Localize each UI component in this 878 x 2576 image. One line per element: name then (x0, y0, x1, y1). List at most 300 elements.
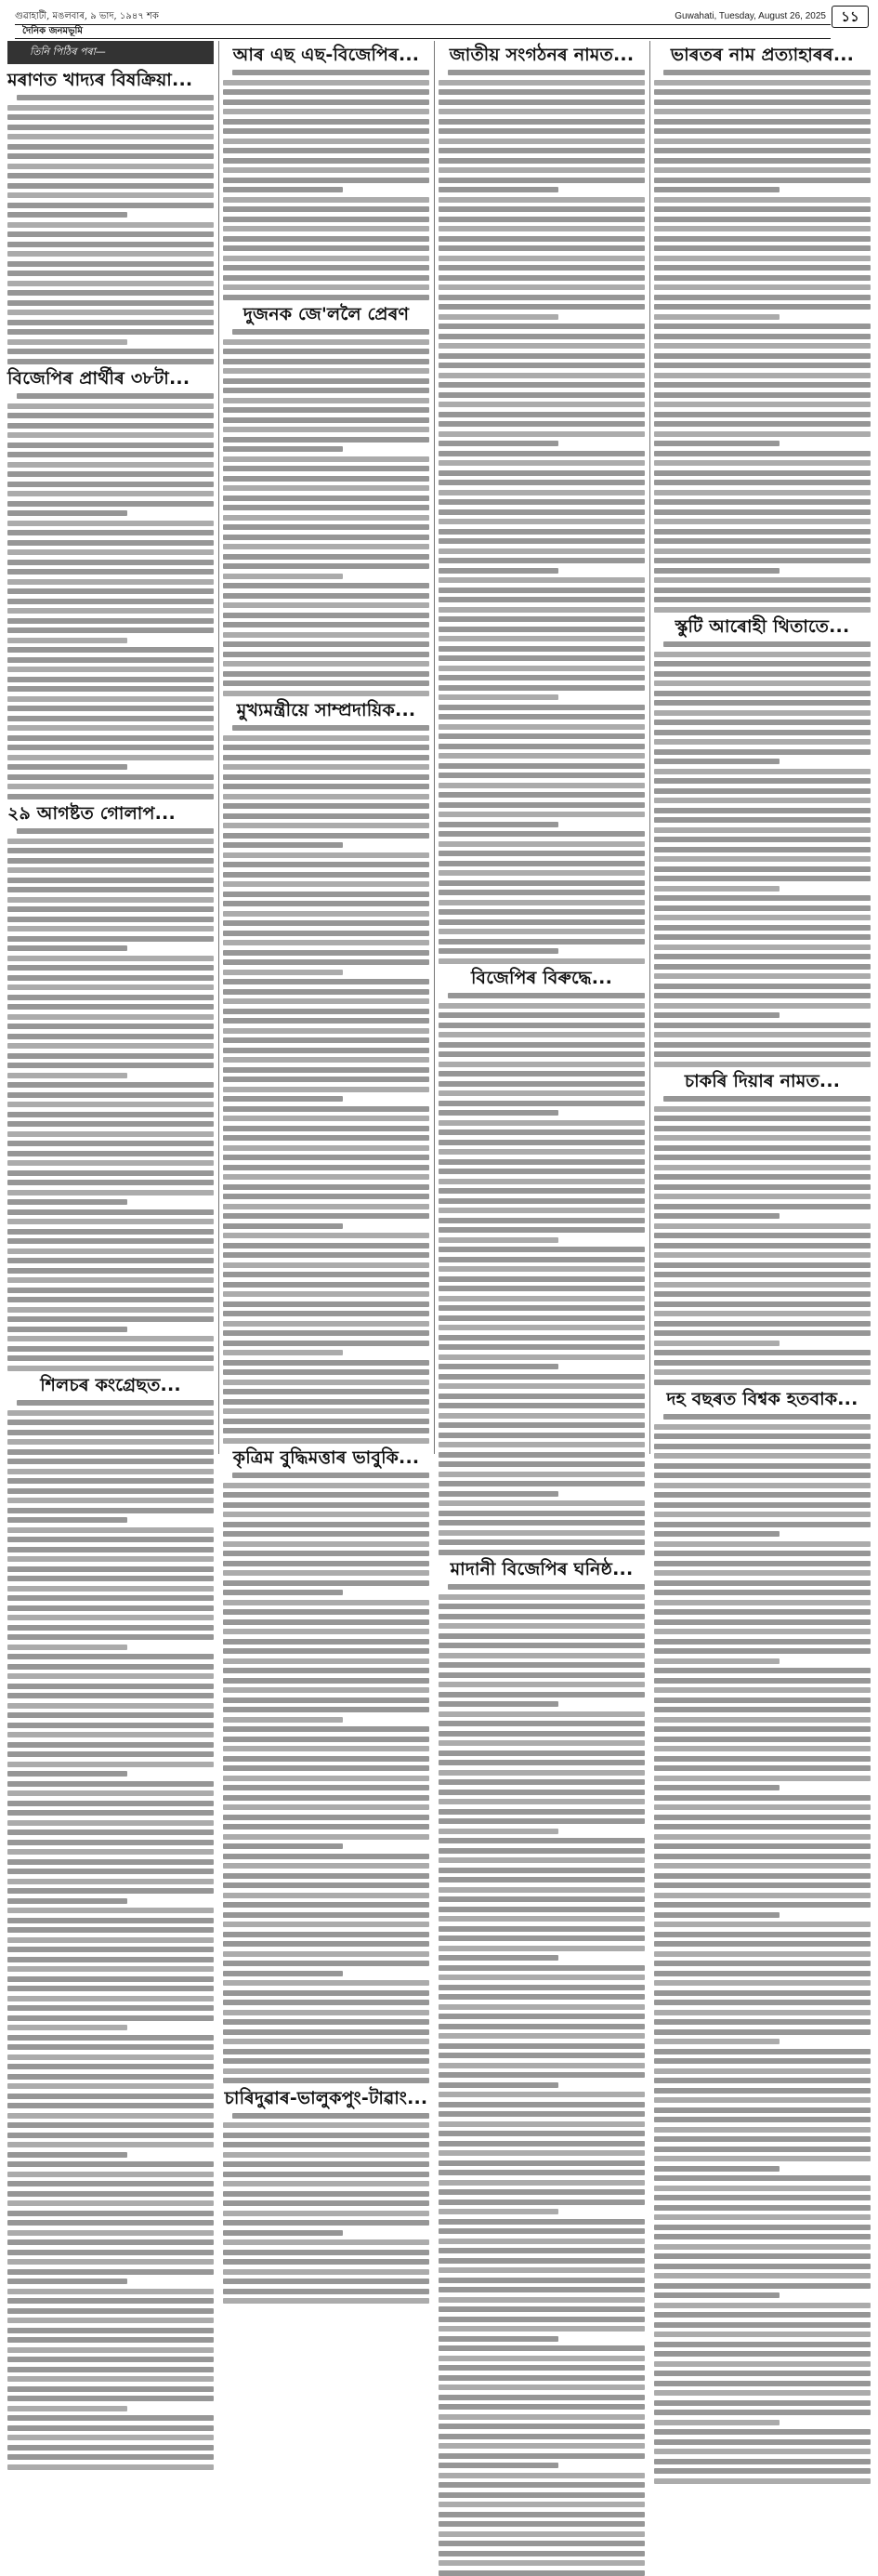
text-line (223, 2142, 429, 2147)
text-line (7, 2239, 214, 2245)
headline-job-fraud: চাকৰি দিয়াৰ নামত... (684, 1071, 841, 1091)
text-line (7, 1966, 214, 1972)
text-line (439, 812, 645, 817)
text-line (654, 954, 871, 959)
text-line (654, 2342, 871, 2347)
text-line (654, 817, 871, 823)
text-line (223, 1639, 429, 1645)
text-line (439, 1364, 558, 1369)
text-line (654, 167, 871, 173)
text-line (7, 281, 214, 286)
text-line (439, 2414, 645, 2420)
text-line (7, 1654, 214, 1659)
text-line (439, 1383, 645, 1389)
text-line (654, 2234, 871, 2239)
text-line (654, 1893, 871, 1898)
text-line (439, 802, 645, 808)
text-line (7, 608, 214, 614)
text-line (223, 1873, 429, 1879)
headline-silchar-congress: শিলচৰ কংগ্ৰেছত... (40, 1375, 181, 1395)
text-line (223, 1541, 429, 1547)
text-line (439, 1422, 645, 1428)
text-line (7, 975, 214, 981)
text-line (7, 588, 214, 594)
text-line (7, 965, 214, 971)
text-line (7, 2396, 214, 2401)
text-line (439, 2356, 645, 2361)
text-line (439, 1110, 558, 1116)
text-line (654, 2459, 871, 2464)
column-4 (654, 41, 871, 1454)
text-line (654, 2478, 871, 2484)
text-line (7, 716, 214, 721)
text-line (7, 1732, 214, 1737)
text-line (654, 2097, 871, 2103)
text-line (223, 1194, 429, 1199)
text-line (223, 1590, 343, 1595)
text-line (654, 1756, 871, 1762)
text-line (223, 1502, 429, 1508)
text-line (223, 1971, 343, 1976)
text-line (7, 2357, 214, 2362)
text-line (654, 1961, 871, 1966)
text-line (654, 139, 871, 144)
text-line (448, 993, 645, 998)
text-line (7, 1190, 214, 1196)
text-line (223, 1389, 429, 1394)
text-line (654, 1619, 871, 1625)
text-line (439, 1594, 645, 1600)
text-line (223, 764, 429, 770)
text-line (439, 2531, 645, 2537)
text-line (223, 1882, 429, 1888)
text-line (7, 2425, 214, 2431)
text-line (223, 1961, 429, 1966)
text-line (439, 1829, 558, 1834)
text-line (17, 1400, 214, 1406)
text-line (654, 412, 871, 417)
text-line (439, 1818, 645, 1824)
text-line (654, 1262, 871, 1268)
text-line (654, 769, 871, 774)
text-line (654, 1204, 871, 1209)
text-line (223, 911, 429, 917)
text-line (654, 1483, 871, 1488)
text-line (654, 1126, 871, 1131)
text-line (439, 265, 645, 271)
text-line (7, 1355, 214, 1361)
text-line (7, 1112, 214, 1117)
text-line (439, 861, 645, 866)
text-line (654, 1023, 871, 1028)
text-line (439, 1760, 645, 1765)
text-line (223, 476, 429, 482)
text-line (439, 353, 645, 359)
text-line (223, 1902, 429, 1908)
text-line (439, 2463, 558, 2468)
text-line (439, 1530, 645, 1536)
text-line (654, 2019, 871, 2025)
text-line (439, 109, 645, 114)
text-line (654, 1951, 871, 1957)
text-line (7, 413, 214, 418)
text-line (223, 2161, 429, 2167)
text-line (223, 950, 429, 956)
text-line (439, 139, 645, 144)
text-line (7, 839, 214, 844)
text-line (7, 482, 214, 487)
text-line (7, 432, 214, 438)
text-line (654, 1360, 871, 1366)
text-line (439, 2434, 645, 2439)
text-line (232, 70, 429, 75)
text-line (439, 1809, 645, 1815)
text-line (439, 1692, 645, 1698)
text-line (223, 892, 429, 897)
text-line (7, 2435, 214, 2440)
text-line (439, 1750, 645, 1756)
page-number: ১১ (832, 6, 869, 28)
text-line (439, 373, 645, 378)
text-line (223, 1330, 429, 1336)
text-line (7, 1918, 214, 1923)
text-line (223, 2049, 429, 2054)
text-line (439, 1237, 558, 1243)
text-line (439, 509, 645, 515)
text-line (439, 2102, 645, 2107)
text-line (223, 535, 429, 540)
text-line (439, 1682, 645, 1687)
text-line (654, 1971, 871, 1976)
text-line (7, 2044, 214, 2050)
text-line (654, 480, 871, 485)
text-line (654, 866, 871, 872)
text-line (654, 1051, 871, 1057)
text-line (439, 1081, 645, 1087)
text-line (223, 862, 429, 867)
text-line (223, 505, 429, 510)
text-line (223, 2220, 429, 2226)
text-line (654, 1776, 871, 1781)
text-line (7, 144, 214, 150)
text-line (439, 1643, 645, 1648)
text-line (439, 80, 645, 86)
text-line (7, 2289, 214, 2294)
text-line (7, 423, 214, 429)
text-line (439, 245, 645, 251)
text-line (223, 158, 429, 164)
text-line (223, 427, 429, 432)
text-line (654, 1282, 871, 1288)
text-line (654, 1463, 871, 1469)
text-line (654, 2468, 871, 2474)
text-line (439, 519, 645, 524)
text-line (7, 867, 214, 873)
text-line (7, 403, 214, 409)
text-line (654, 1213, 780, 1219)
text-line (654, 80, 871, 86)
text-line (7, 1449, 214, 1455)
text-line (439, 822, 558, 827)
text-line (439, 1032, 645, 1037)
text-line (223, 275, 429, 281)
text-line (654, 1717, 871, 1723)
text-line (439, 167, 645, 173)
text-line (439, 1266, 645, 1272)
text-line (654, 343, 871, 349)
text-line (439, 763, 645, 769)
text-line (654, 2390, 871, 2396)
text-line (7, 1693, 214, 1698)
text-line (654, 2175, 871, 2181)
text-line (654, 1184, 871, 1190)
article-body (223, 329, 429, 696)
text-line (654, 1854, 871, 1859)
text-line (654, 876, 871, 881)
text-line (654, 1194, 871, 1199)
text-line (654, 1453, 871, 1459)
text-line (439, 880, 645, 886)
continued-banner: তিনি পিঠিৰ পৰা— (7, 41, 214, 64)
text-line (654, 915, 871, 920)
text-line (223, 1428, 429, 1433)
text-line (439, 324, 645, 329)
text-line (223, 1863, 429, 1869)
article-body (654, 641, 871, 1067)
text-line (439, 694, 558, 700)
text-line (448, 1584, 645, 1590)
text-line (223, 515, 429, 521)
text-line (439, 178, 645, 183)
text-line (654, 2312, 871, 2318)
text-line (654, 1922, 871, 1927)
text-line (223, 593, 429, 599)
text-line (7, 1327, 127, 1332)
text-line (654, 1531, 780, 1537)
text-line (223, 1369, 429, 1375)
text-line (7, 2211, 214, 2216)
text-line (7, 1498, 214, 1503)
text-line (439, 2200, 645, 2205)
text-line (223, 1726, 429, 1732)
text-line (654, 1165, 871, 1170)
text-line (7, 1986, 214, 1991)
text-line (439, 2521, 645, 2527)
text-line (7, 2220, 214, 2226)
text-line (223, 2289, 429, 2294)
text-line (223, 583, 429, 588)
text-line (7, 105, 214, 111)
text-line (232, 1473, 429, 1478)
text-line (223, 691, 429, 696)
text-line (7, 203, 214, 208)
text-line (654, 265, 871, 271)
text-line (654, 324, 871, 329)
headline-two-jailed: দুজনক জে'ললৈ প্ৰেৰণ (242, 304, 410, 324)
text-line (223, 1795, 429, 1801)
text-line (654, 905, 871, 911)
text-line (7, 1634, 214, 1640)
text-line (223, 524, 429, 530)
text-line (223, 755, 429, 760)
text-line (654, 1990, 871, 1996)
text-line (654, 353, 871, 359)
text-line (7, 1976, 214, 1982)
text-line (439, 1461, 645, 1467)
text-line (439, 470, 645, 476)
text-line (7, 2347, 214, 2353)
text-line (223, 784, 429, 789)
text-line (439, 1623, 645, 1629)
text-line (439, 128, 645, 134)
text-line (223, 1321, 429, 1327)
text-line (439, 2395, 645, 2400)
header-date-english: Guwahati, Tuesday, August 26, 2025 (675, 11, 826, 21)
text-line (654, 1341, 780, 1346)
text-line (654, 392, 871, 398)
text-line (7, 878, 214, 883)
text-line (439, 1325, 645, 1330)
text-line (223, 901, 429, 906)
text-line (223, 1619, 429, 1625)
text-line (439, 1896, 645, 1902)
text-line (654, 1106, 871, 1112)
text-line (439, 2219, 645, 2225)
text-line (7, 1859, 214, 1865)
text-line (7, 2133, 214, 2138)
text-line (7, 1664, 214, 1670)
text-line (7, 1723, 214, 1728)
text-line (223, 1951, 429, 1957)
text-line (654, 1116, 871, 1121)
text-line (223, 2230, 343, 2236)
text-line (654, 373, 871, 378)
text-line (7, 686, 214, 692)
text-line (7, 251, 214, 257)
text-line (654, 119, 871, 125)
text-line (654, 798, 871, 803)
text-line (223, 1580, 429, 1586)
text-line (654, 1590, 871, 1595)
text-line (223, 1717, 343, 1723)
text-line (223, 1350, 343, 1355)
text-line (439, 1838, 645, 1843)
text-line (654, 2439, 871, 2445)
text-line (439, 217, 645, 222)
text-line (223, 495, 429, 501)
text-line (7, 173, 214, 178)
text-line (654, 1062, 871, 1067)
text-line (223, 920, 429, 926)
text-line (7, 1595, 214, 1601)
text-line (7, 2113, 214, 2119)
text-line (439, 431, 645, 437)
text-line (7, 320, 214, 325)
text-line (439, 2004, 645, 2010)
text-line (7, 1703, 214, 1709)
headline-bharat-name-withdrawal: ভাৰতৰ নাম প্ৰত্যাহাৰৰ... (670, 45, 855, 65)
text-line (654, 1941, 871, 1947)
headline-rss-bjp: আৰ এছ এছ-বিজেপিৰ... (232, 45, 420, 65)
text-line (654, 2156, 871, 2161)
text-line (654, 256, 871, 261)
text-line (439, 1286, 645, 1291)
text-line (654, 245, 871, 251)
text-line (223, 148, 429, 153)
text-line (654, 284, 871, 290)
text-line (7, 1801, 214, 1806)
text-line (439, 119, 645, 125)
text-line (439, 1935, 645, 1941)
text-line (7, 1336, 214, 1341)
text-line (7, 1508, 214, 1513)
text-line (223, 1380, 429, 1385)
text-line (223, 940, 429, 945)
text-line (654, 577, 871, 583)
text-line (7, 1849, 214, 1855)
text-line (654, 334, 871, 339)
text-line (439, 402, 645, 407)
text-line (223, 1438, 429, 1444)
text-line (439, 2121, 645, 2127)
text-line (7, 1937, 214, 1943)
text-line (439, 226, 645, 231)
text-line (439, 636, 645, 641)
text-line (439, 1140, 645, 1145)
text-line (654, 1873, 871, 1879)
text-line (654, 217, 871, 222)
text-line (223, 1776, 429, 1781)
text-line (654, 2371, 871, 2376)
text-line (223, 671, 429, 677)
text-line (7, 1830, 214, 1835)
text-line (439, 714, 645, 720)
text-line (7, 906, 214, 912)
header-date-assamese: গুৱাহাটী, মঙলবাৰ, ৯ ভাদ, ১৯৪৭ শক (15, 11, 159, 21)
text-line (439, 2297, 645, 2303)
article-body (7, 828, 214, 1371)
column-2 (223, 41, 429, 2108)
text-line (7, 956, 214, 961)
text-line (223, 1980, 429, 1986)
text-line (7, 1488, 214, 1494)
text-line (439, 1218, 645, 1223)
text-line (654, 588, 871, 593)
text-line (439, 1491, 558, 1497)
text-line (439, 2092, 645, 2097)
text-line (654, 2166, 780, 2172)
text-line (7, 339, 127, 345)
text-line (7, 735, 214, 741)
text-line (439, 685, 645, 691)
text-line (439, 1790, 645, 1795)
text-line (7, 618, 214, 624)
text-line (223, 833, 429, 839)
text-line (223, 1223, 343, 1229)
page-header (7, 6, 871, 37)
text-line (439, 1198, 645, 1204)
article-body (223, 1473, 429, 2083)
text-line (7, 1478, 214, 1484)
text-line (7, 984, 214, 990)
text-line (654, 2127, 871, 2133)
text-line (439, 1003, 645, 1009)
text-line (654, 886, 780, 892)
text-line (654, 382, 871, 388)
text-line (7, 945, 127, 951)
text-line (223, 2039, 429, 2044)
text-line (654, 1834, 871, 1840)
